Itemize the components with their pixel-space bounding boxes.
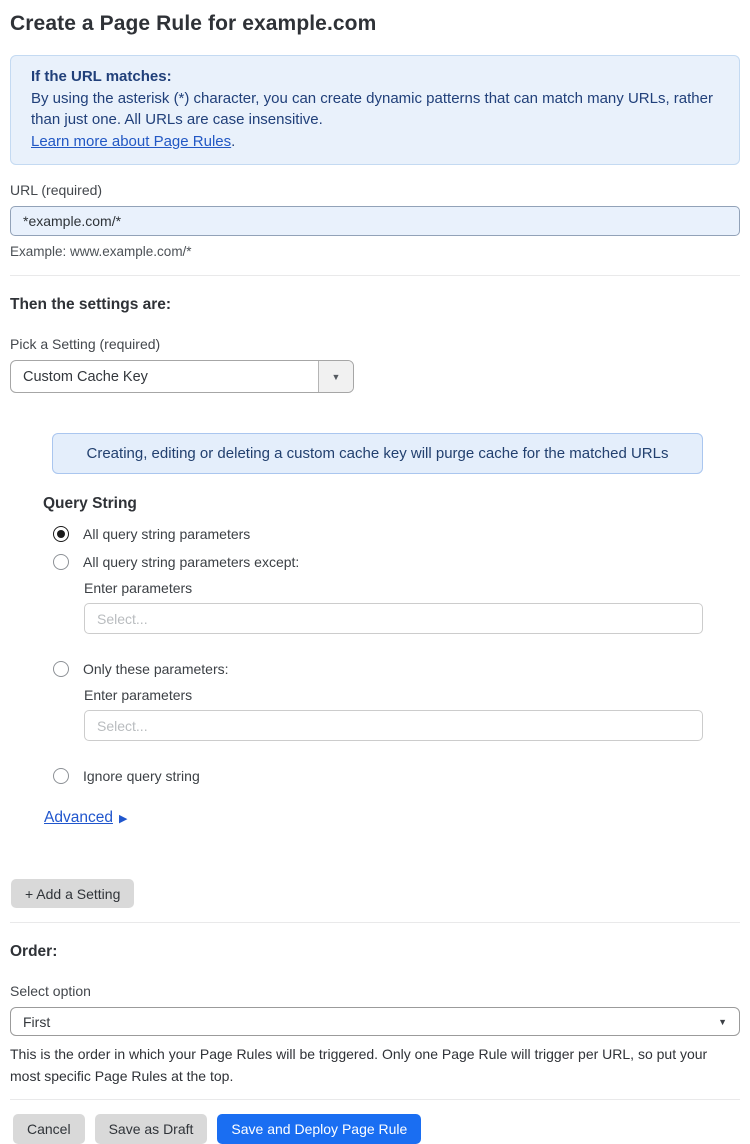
save-deploy-button[interactable]: Save and Deploy Page Rule bbox=[217, 1114, 421, 1144]
chevron-down-icon[interactable]: ▼ bbox=[318, 361, 353, 392]
radio-only-these-params[interactable] bbox=[43, 661, 740, 677]
radio-icon[interactable] bbox=[53, 768, 69, 784]
footer-actions bbox=[13, 1114, 740, 1144]
url-input[interactable] bbox=[10, 206, 740, 236]
radio-label: All query string parameters bbox=[83, 526, 251, 542]
only-params-block bbox=[84, 687, 740, 741]
divider bbox=[10, 922, 740, 923]
chevron-down-icon: ▼ bbox=[718, 1016, 727, 1027]
order-dropdown[interactable] bbox=[10, 1007, 740, 1036]
setting-dropdown-value: Custom Cache Key bbox=[23, 368, 148, 385]
except-params-input[interactable] bbox=[84, 603, 703, 634]
url-match-info-box bbox=[10, 55, 740, 165]
except-params-block bbox=[84, 580, 740, 634]
order-select-label: Select option bbox=[10, 983, 91, 999]
advanced-link[interactable] bbox=[44, 809, 127, 827]
url-example-text: Example: www.example.com/* bbox=[10, 244, 192, 259]
radio-icon[interactable] bbox=[53, 661, 69, 677]
enter-parameters-label: Enter parameters bbox=[84, 580, 193, 596]
enter-parameters-label: Enter parameters bbox=[84, 687, 193, 703]
radio-label: All query string parameters except: bbox=[83, 554, 300, 570]
radio-label: Ignore query string bbox=[83, 768, 200, 784]
divider bbox=[10, 1099, 740, 1100]
cancel-button[interactable]: Cancel bbox=[13, 1114, 85, 1144]
settings-section-heading: Then the settings are: bbox=[10, 296, 172, 313]
info-box-heading: If the URL matches: bbox=[31, 68, 172, 85]
url-field-label: URL (required) bbox=[10, 182, 103, 198]
page-title: Create a Page Rule for example.com bbox=[10, 12, 377, 35]
radio-all-params-except[interactable] bbox=[43, 554, 740, 570]
add-setting-button[interactable]: + Add a Setting bbox=[11, 879, 134, 908]
divider bbox=[10, 275, 740, 276]
radio-icon[interactable] bbox=[53, 554, 69, 570]
cache-key-notice: Creating, editing or deleting a custom cache key will purge cache for the matched URLs bbox=[52, 433, 703, 474]
save-draft-button[interactable]: Save as Draft bbox=[95, 1114, 208, 1144]
radio-all-query-params[interactable] bbox=[43, 526, 740, 542]
order-dropdown-value: First bbox=[23, 1013, 51, 1030]
info-box-body: By using the asterisk (*) character, you can create dynamic patterns that can match many URLs, rather than just one. All URLs are case insensitive. bbox=[31, 89, 713, 128]
order-heading: Order: bbox=[10, 943, 58, 960]
radio-ignore-query-string[interactable] bbox=[43, 768, 740, 784]
only-params-input[interactable] bbox=[84, 710, 703, 741]
learn-more-link[interactable]: Learn more about Page Rules bbox=[31, 132, 232, 150]
radio-icon[interactable] bbox=[53, 526, 69, 542]
link-suffix: . bbox=[231, 132, 236, 150]
setting-dropdown[interactable] bbox=[10, 360, 354, 393]
advanced-link-label: Advanced bbox=[44, 809, 113, 826]
chevron-right-icon: ▶ bbox=[118, 812, 128, 825]
order-description: This is the order in which your Page Rules will be triggered. Only one Page Rule will trigger per URL, so put your most specific Page Rules at the top. bbox=[10, 1046, 708, 1084]
info-box-link-line bbox=[31, 131, 719, 153]
radio-label: Only these parameters: bbox=[83, 661, 229, 677]
query-string-heading: Query String bbox=[43, 495, 137, 512]
pick-setting-label: Pick a Setting (required) bbox=[10, 336, 161, 352]
